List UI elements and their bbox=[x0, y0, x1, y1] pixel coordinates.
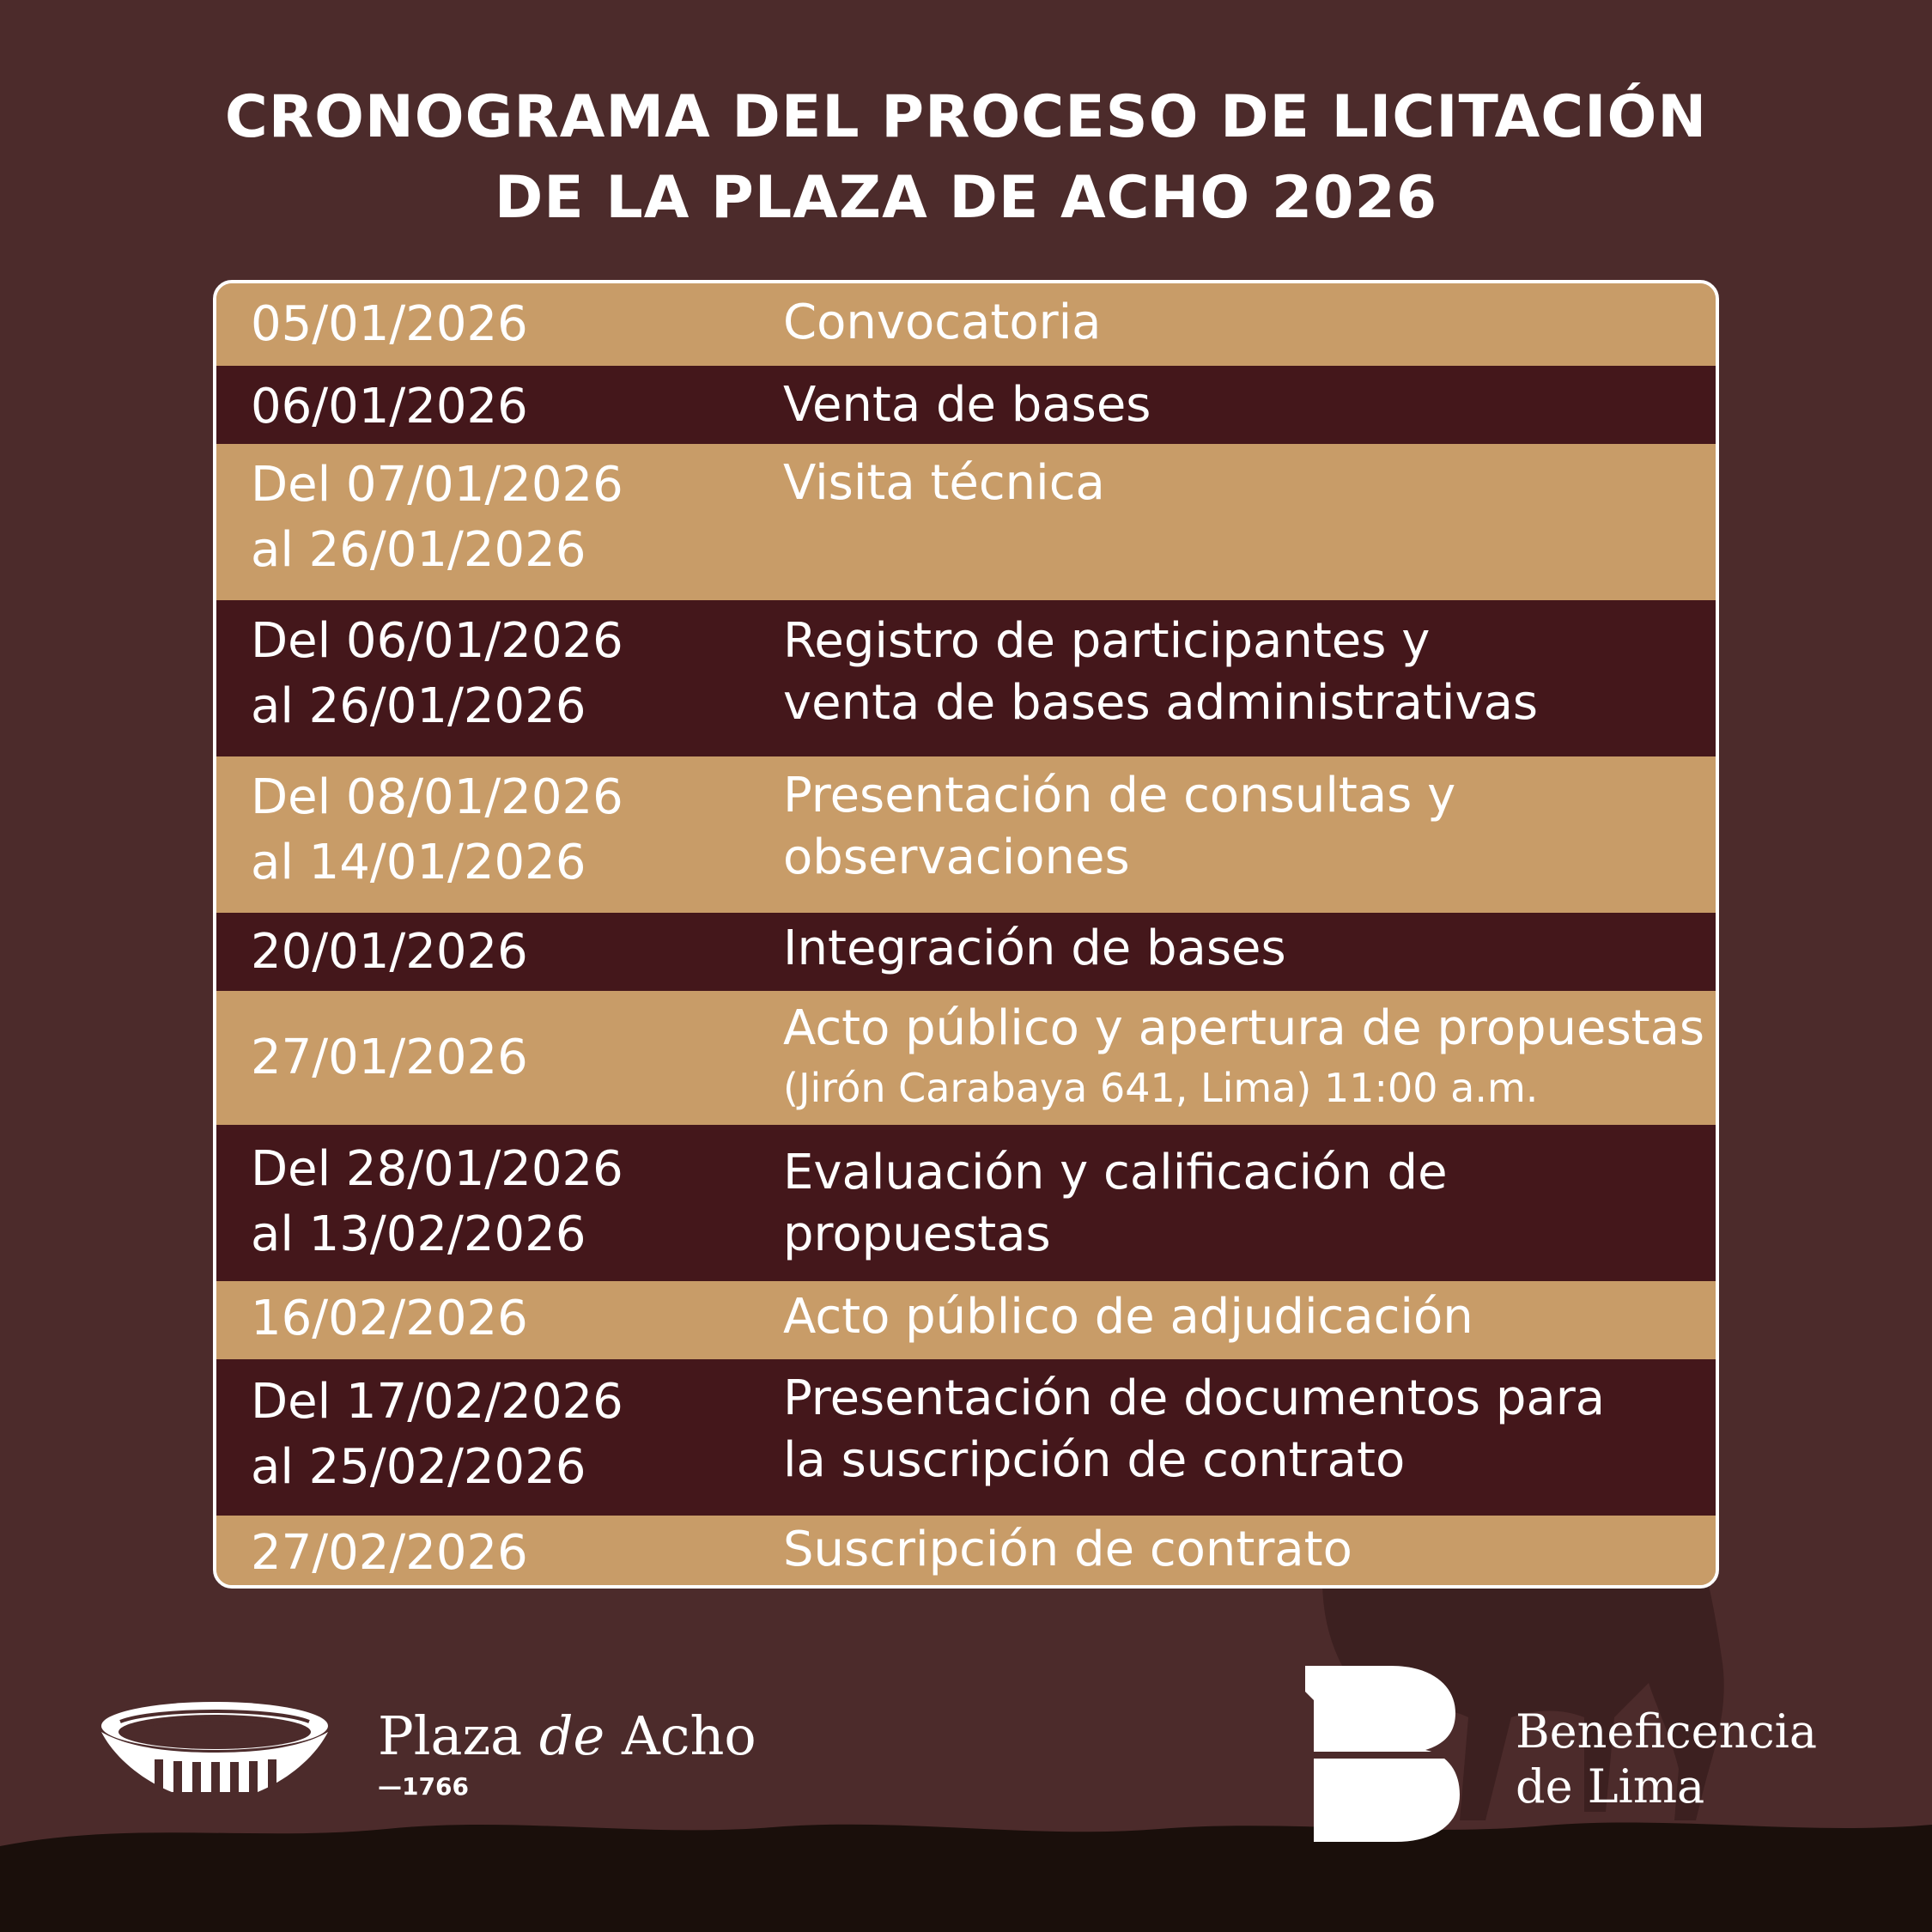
beneficencia-b-logo-icon bbox=[1305, 1666, 1460, 1842]
schedule-row bbox=[216, 756, 1716, 913]
schedule-row bbox=[216, 913, 1716, 991]
row-description bbox=[783, 453, 1105, 514]
row-date-line: al 14/01/2026 bbox=[251, 835, 586, 890]
row-description bbox=[783, 1142, 1448, 1266]
row-date-line: al 25/02/2026 bbox=[251, 1439, 586, 1495]
row-date bbox=[251, 1025, 528, 1091]
row-description-line: Presentación de documentos para bbox=[783, 1370, 1606, 1426]
row-date bbox=[251, 1521, 528, 1586]
row-description-line: Integración de bases bbox=[783, 920, 1286, 976]
schedule-row bbox=[216, 366, 1716, 444]
row-date-line: 20/01/2026 bbox=[251, 924, 528, 980]
row-description-line: propuestas bbox=[783, 1206, 1051, 1262]
row-date-line: 27/02/2026 bbox=[251, 1525, 528, 1581]
row-date-line: Del 06/01/2026 bbox=[251, 613, 623, 669]
row-description bbox=[783, 998, 1704, 1116]
row-date-line: 06/01/2026 bbox=[251, 379, 528, 434]
row-description-line: observaciones bbox=[783, 829, 1130, 885]
row-description-line: Venta de bases bbox=[783, 377, 1151, 433]
page-title bbox=[0, 77, 1932, 239]
row-date-line: al 13/02/2026 bbox=[251, 1206, 586, 1262]
row-description-line: Registro de participantes y bbox=[783, 613, 1431, 669]
row-date-line: Del 08/01/2026 bbox=[251, 769, 623, 825]
plaza-name-part2: Acho bbox=[605, 1704, 756, 1767]
plaza-name-part1: Plaza bbox=[378, 1704, 539, 1767]
row-description bbox=[783, 374, 1151, 436]
row-description bbox=[783, 1368, 1605, 1492]
row-description bbox=[783, 292, 1101, 354]
row-description bbox=[783, 611, 1538, 734]
row-description-line: venta de bases administrativas bbox=[783, 675, 1539, 731]
row-description-line: la suscripción de contrato bbox=[783, 1432, 1406, 1488]
row-date bbox=[251, 1370, 623, 1500]
schedule-row bbox=[216, 283, 1716, 366]
row-description-line: Evaluación y calificación de bbox=[783, 1145, 1448, 1200]
row-date bbox=[251, 292, 528, 357]
row-date-line: 27/01/2026 bbox=[251, 1030, 528, 1085]
row-description-line: Acto público y apertura de propuestas bbox=[783, 1000, 1705, 1056]
row-date-line: al 26/01/2026 bbox=[251, 678, 586, 734]
title-line-1: CRONOGRAMA DEL PROCESO DE LICITACIÓN bbox=[224, 83, 1708, 151]
row-date bbox=[251, 765, 623, 896]
row-date bbox=[251, 609, 623, 739]
schedule-row bbox=[216, 1281, 1716, 1359]
schedule-row bbox=[216, 991, 1716, 1125]
plaza-year: —1766 bbox=[378, 1772, 469, 1801]
row-description-note: (Jirón Carabaya 641, Lima) 11:00 a.m. bbox=[783, 1065, 1539, 1111]
schedule-row bbox=[216, 1516, 1716, 1589]
plaza-de-acho-wordmark bbox=[378, 1704, 756, 1767]
schedule-row bbox=[216, 1359, 1716, 1516]
plaza-de-acho-logo-icon bbox=[94, 1696, 335, 1816]
row-description bbox=[783, 918, 1286, 980]
beneficencia-line-1: Beneficencia bbox=[1516, 1704, 1818, 1759]
row-description bbox=[783, 1519, 1352, 1581]
row-date-line: Del 17/02/2026 bbox=[251, 1374, 623, 1430]
title-line-2: DE LA PLAZA DE ACHO 2026 bbox=[494, 164, 1438, 232]
beneficencia-line-2: de Lima bbox=[1516, 1759, 1705, 1814]
row-date bbox=[251, 1286, 528, 1352]
row-date bbox=[251, 1137, 623, 1267]
row-description bbox=[783, 765, 1455, 889]
row-date-line: 16/02/2026 bbox=[251, 1291, 528, 1346]
row-date bbox=[251, 453, 623, 583]
schedule-row bbox=[216, 600, 1716, 756]
beneficencia-de-lima-wordmark bbox=[1516, 1704, 1817, 1814]
schedule-row bbox=[216, 1125, 1716, 1281]
row-description-line: Visita técnica bbox=[783, 455, 1105, 511]
row-date-line: 05/01/2026 bbox=[251, 296, 528, 352]
row-description-line: Convocatoria bbox=[783, 295, 1102, 350]
row-description-line: Acto público de adjudicación bbox=[783, 1289, 1473, 1345]
row-date bbox=[251, 920, 528, 985]
row-date-line: Del 07/01/2026 bbox=[251, 457, 623, 513]
row-description-line: Suscripción de contrato bbox=[783, 1522, 1352, 1577]
row-date-line: al 26/01/2026 bbox=[251, 522, 586, 578]
row-description bbox=[783, 1286, 1473, 1348]
row-description-line: Presentación de consultas y bbox=[783, 768, 1456, 823]
row-date-line: Del 28/01/2026 bbox=[251, 1141, 623, 1197]
schedule-row bbox=[216, 444, 1716, 600]
schedule-table bbox=[213, 280, 1719, 1589]
row-date bbox=[251, 374, 528, 440]
plaza-name-italic: de bbox=[538, 1704, 605, 1767]
